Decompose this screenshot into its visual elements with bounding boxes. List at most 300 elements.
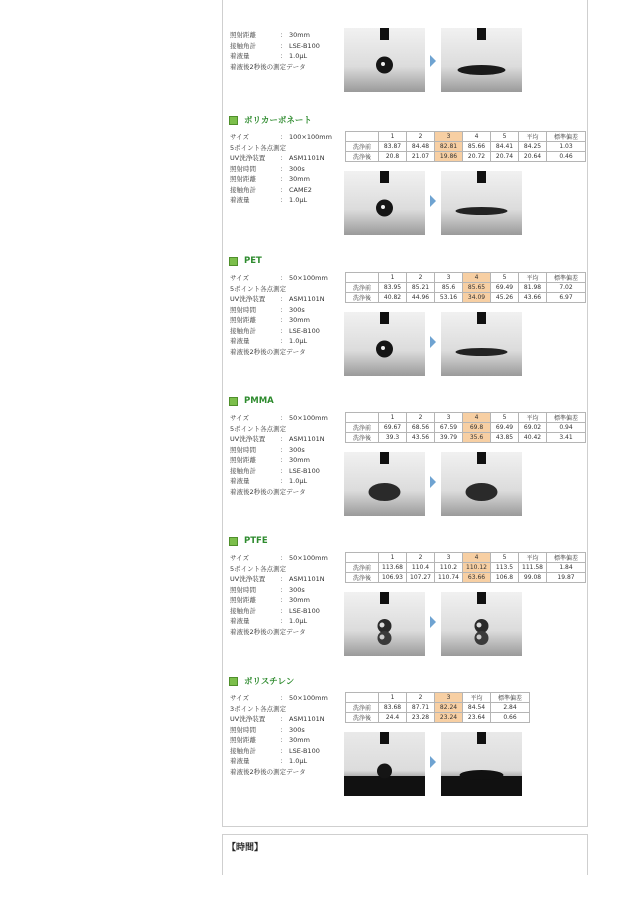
info-value: 1.0μL: [289, 757, 308, 765]
info-key: 5ポイント各点測定: [230, 143, 287, 152]
info-row: [230, 284, 328, 295]
info-key: 接触角計: [230, 746, 256, 755]
info-row: [230, 476, 328, 487]
info-colon: ：: [280, 326, 287, 335]
table-cell: 43.85: [491, 433, 519, 443]
table-cell: 63.66: [463, 573, 491, 583]
info-key: 着液量: [230, 617, 250, 625]
info-row: [230, 767, 328, 778]
table-cell: 84.25: [519, 142, 547, 152]
info-value: 30mm: [289, 316, 310, 324]
table-cell: 67.59: [435, 423, 463, 433]
info-value: LSE-B100: [289, 41, 320, 50]
info-key: 3ポイント各点測定: [230, 704, 287, 713]
info-key: 照射時間: [230, 445, 256, 454]
table-cell: 19.87: [547, 573, 586, 583]
table-cell: 84.54: [463, 703, 491, 713]
table-header-cell: 4: [463, 273, 491, 283]
table-cell: 34.09: [463, 293, 491, 303]
info-value: ASM1101N: [289, 575, 325, 583]
info-colon: ：: [280, 175, 287, 183]
arrow-icon: [430, 476, 436, 488]
info-row: [230, 41, 320, 52]
info-key: 接触角計: [230, 185, 256, 194]
info-key: サイズ: [230, 274, 249, 282]
table-header-cell: 3: [435, 273, 463, 283]
table-cell: 35.6: [463, 433, 491, 443]
info-value: LSE-B100: [289, 466, 320, 475]
info-key: 照射距離: [230, 596, 256, 604]
table-cell: 81.98: [519, 283, 547, 293]
info-key: UV洗浄装置: [230, 435, 266, 443]
table-header-cell: 平均: [519, 273, 547, 283]
table-cell: 82.24: [435, 703, 463, 713]
info-key: サイズ: [230, 554, 249, 562]
arrow-icon: [430, 336, 436, 348]
table-header-cell: 5: [491, 553, 519, 563]
info-row: [230, 30, 320, 41]
table-cell: 85.21: [407, 283, 435, 293]
table-cell: 113.5: [491, 563, 519, 573]
info-colon: ：: [280, 435, 287, 443]
table-header-cell: 平均: [519, 413, 547, 423]
info-colon: ：: [280, 316, 287, 324]
table-row: [346, 293, 586, 303]
info-key: 5ポイント各点測定: [230, 284, 287, 293]
info-colon: ：: [280, 164, 287, 173]
table-row: [346, 573, 586, 583]
table-cell: 19.86: [435, 152, 463, 162]
section-title-text: ポリカーボネート: [244, 116, 312, 126]
table-cell: 23.64: [463, 713, 491, 723]
info-row: [230, 704, 328, 715]
table-cell: 113.68: [379, 563, 407, 573]
info-colon: ：: [280, 606, 287, 615]
droplet-photo: [344, 171, 425, 235]
section-title-text: PET: [244, 256, 262, 266]
table-cell: 洗浄前: [346, 283, 379, 293]
table-header-row: [346, 413, 586, 423]
info-colon: ：: [280, 456, 287, 464]
info-key: 着液後2秒後の測定データ: [230, 487, 306, 496]
info-value: 30mm: [289, 596, 310, 604]
measurement-table: [345, 412, 586, 443]
info-row: [230, 273, 328, 284]
info-value: 30mm: [289, 31, 310, 39]
droplet-photo: [441, 732, 522, 796]
info-row: [230, 553, 328, 564]
measurement-table: [345, 272, 586, 303]
table-header-cell: 1: [379, 553, 407, 563]
table-header-cell: 1: [379, 413, 407, 423]
droplet-photo: [344, 312, 425, 376]
table-header-cell: 3: [435, 132, 463, 142]
info-row: [230, 315, 328, 326]
info-row: [230, 693, 328, 704]
info-key: サイズ: [230, 694, 249, 702]
info-value: 30mm: [289, 736, 310, 744]
info-key: 照射距離: [230, 316, 256, 324]
table-header-cell: 4: [463, 132, 491, 142]
info-row: [230, 466, 328, 477]
table-header-row: [346, 553, 586, 563]
info-row: [230, 305, 328, 316]
info-key: サイズ: [230, 133, 249, 141]
section-title-text: PMMA: [244, 396, 274, 406]
table-header-cell: 5: [491, 413, 519, 423]
info-value: LSE-B100: [289, 746, 320, 755]
table-cell: 1.03: [547, 142, 586, 152]
info-colon: ：: [280, 274, 287, 282]
info-colon: ：: [280, 585, 287, 594]
section-bullet-icon: [229, 397, 238, 406]
table-row: [346, 142, 586, 152]
info-colon: ：: [280, 445, 287, 454]
table-cell: 110.2: [435, 563, 463, 573]
info-key: UV洗浄装置: [230, 295, 266, 303]
arrow-icon: [430, 55, 436, 67]
table-cell: 洗浄後: [346, 573, 379, 583]
info-key: 着液量: [230, 196, 250, 204]
info-row: [230, 164, 332, 175]
table-cell: 83.68: [379, 703, 407, 713]
table-header-cell: 標準偏差: [547, 273, 586, 283]
table-header-cell: 2: [407, 553, 435, 563]
table-header-row: [346, 693, 530, 703]
section-info: [230, 693, 328, 777]
table-cell: 洗浄後: [346, 152, 379, 162]
info-row: [230, 595, 328, 606]
info-value: ASM1101N: [289, 435, 325, 443]
table-header-row: [346, 273, 586, 283]
info-row: [230, 445, 328, 456]
info-key: 照射距離: [230, 175, 256, 183]
table-cell: 85.66: [463, 142, 491, 152]
table-cell: 23.24: [435, 713, 463, 723]
table-header-cell: 1: [379, 132, 407, 142]
info-value: LSE-B100: [289, 606, 320, 615]
section-title-text: ポリスチレン: [244, 677, 295, 687]
info-row: [230, 725, 328, 736]
section-title-text: PTFE: [244, 536, 268, 546]
table-cell: 40.82: [379, 293, 407, 303]
info-value: 300s: [289, 445, 305, 454]
table-cell: 0.94: [547, 423, 586, 433]
table-cell: 洗浄前: [346, 703, 379, 713]
info-value: 1.0μL: [289, 52, 308, 60]
info-colon: ：: [280, 736, 287, 744]
info-value: 50×100mm: [289, 274, 328, 282]
table-cell: 107.27: [407, 573, 435, 583]
info-key: サイズ: [230, 414, 249, 422]
info-value: ASM1101N: [289, 715, 325, 723]
info-colon: ：: [280, 41, 287, 50]
table-header-cell: 2: [407, 693, 435, 703]
table-header-cell: 1: [379, 273, 407, 283]
table-cell: 39.79: [435, 433, 463, 443]
info-row: [230, 616, 328, 627]
info-colon: ：: [280, 185, 287, 194]
info-value: 100×100mm: [289, 133, 332, 141]
time-panel: [222, 834, 588, 875]
info-colon: ：: [280, 154, 287, 162]
info-value: 1.0μL: [289, 617, 308, 625]
table-cell: 洗浄前: [346, 563, 379, 573]
table-cell: 45.26: [491, 293, 519, 303]
section-info: [230, 553, 328, 637]
table-header-cell: 標準偏差: [491, 693, 530, 703]
info-row: [230, 62, 320, 73]
top-info: [230, 30, 320, 72]
info-key: 照射時間: [230, 725, 256, 734]
table-cell: 85.6: [435, 283, 463, 293]
info-key: 接触角計: [230, 466, 256, 475]
table-header-cell: [346, 413, 379, 423]
table-cell: 39.3: [379, 433, 407, 443]
table-header-cell: [346, 553, 379, 563]
info-colon: ：: [280, 715, 287, 723]
table-row: [346, 713, 530, 723]
table-row: [346, 703, 530, 713]
info-value: LSE-B100: [289, 326, 320, 335]
table-cell: 20.72: [463, 152, 491, 162]
info-value: 50×100mm: [289, 414, 328, 422]
table-cell: 99.08: [519, 573, 547, 583]
section-bullet-icon: [229, 257, 238, 266]
table-cell: 84.48: [407, 142, 435, 152]
table-cell: 20.74: [491, 152, 519, 162]
table-cell: 23.28: [407, 713, 435, 723]
info-value: 30mm: [289, 456, 310, 464]
info-key: UV洗浄装置: [230, 575, 266, 583]
info-key: 照射距離: [230, 456, 256, 464]
table-header-cell: 5: [491, 273, 519, 283]
info-key: UV洗浄装置: [230, 715, 266, 723]
info-row: [230, 132, 332, 143]
info-row: [230, 585, 328, 596]
table-header-cell: 平均: [519, 132, 547, 142]
info-row: [230, 735, 328, 746]
droplet-photo: [344, 28, 425, 92]
info-key: 着液量: [230, 477, 250, 485]
table-row: [346, 423, 586, 433]
table-cell: 洗浄後: [346, 293, 379, 303]
info-colon: ：: [280, 414, 287, 422]
section-title: [229, 113, 312, 127]
info-key: 着液量: [230, 52, 250, 60]
table-cell: 53.16: [435, 293, 463, 303]
measurement-table: [345, 692, 530, 723]
table-header-cell: 標準偏差: [547, 132, 586, 142]
section-info: [230, 132, 332, 206]
droplet-photo: [441, 592, 522, 656]
droplet-photo: [441, 452, 522, 516]
info-value: CAME2: [289, 185, 312, 194]
info-row: [230, 714, 328, 725]
table-row: [346, 152, 586, 162]
info-colon: ：: [280, 617, 287, 625]
table-cell: 106.93: [379, 573, 407, 583]
section-bullet-icon: [229, 677, 238, 686]
table-header-cell: 1: [379, 693, 407, 703]
droplet-photo: [344, 592, 425, 656]
table-cell: 106.8: [491, 573, 519, 583]
table-header-cell: 標準偏差: [547, 413, 586, 423]
info-colon: ：: [280, 295, 287, 303]
info-colon: ：: [280, 694, 287, 702]
table-cell: 110.4: [407, 563, 435, 573]
table-cell: 69.49: [491, 283, 519, 293]
info-key: 着液後2秒後の測定データ: [230, 767, 306, 776]
table-row: [346, 563, 586, 573]
table-cell: 3.41: [547, 433, 586, 443]
table-header-cell: 2: [407, 413, 435, 423]
info-key: 照射距離: [230, 31, 256, 39]
table-header-cell: 3: [435, 693, 463, 703]
table-cell: 21.07: [407, 152, 435, 162]
measurement-table: [345, 552, 586, 583]
info-row: [230, 455, 328, 466]
info-colon: ：: [280, 31, 287, 39]
table-cell: 24.4: [379, 713, 407, 723]
section-title: [229, 674, 294, 688]
table-cell: 111.58: [519, 563, 547, 573]
info-colon: ：: [280, 757, 287, 765]
table-cell: 40.42: [519, 433, 547, 443]
info-key: 接触角計: [230, 606, 256, 615]
table-cell: 43.56: [407, 433, 435, 443]
table-header-cell: 4: [463, 553, 491, 563]
info-row: [230, 424, 328, 435]
content-panel: [222, 0, 588, 827]
table-cell: 43.66: [519, 293, 547, 303]
droplet-photo: [441, 171, 522, 235]
section-bullet-icon: [229, 116, 238, 125]
info-row: [230, 746, 328, 757]
table-header-cell: 平均: [519, 553, 547, 563]
info-row: [230, 606, 328, 617]
info-key: 着液後2秒後の測定データ: [230, 347, 306, 356]
info-colon: ：: [280, 477, 287, 485]
table-cell: 洗浄前: [346, 142, 379, 152]
table-header-cell: [346, 693, 379, 703]
info-colon: ：: [280, 575, 287, 583]
info-row: [230, 627, 328, 638]
info-key: 5ポイント各点測定: [230, 564, 287, 573]
info-key: 照射時間: [230, 164, 256, 173]
table-header-cell: 5: [491, 132, 519, 142]
info-value: 300s: [289, 164, 305, 173]
arrow-icon: [430, 756, 436, 768]
table-header-cell: 2: [407, 273, 435, 283]
info-colon: ：: [280, 133, 287, 141]
table-cell: 110.74: [435, 573, 463, 583]
info-row: [230, 153, 332, 164]
info-colon: ：: [280, 52, 287, 60]
info-row: [230, 434, 328, 445]
table-header-cell: [346, 132, 379, 142]
table-cell: 2.84: [491, 703, 530, 713]
table-header-cell: 平均: [463, 693, 491, 703]
measurement-table: [345, 131, 586, 162]
info-key: 接触角計: [230, 326, 256, 335]
table-cell: 69.67: [379, 423, 407, 433]
table-header-cell: 2: [407, 132, 435, 142]
info-colon: ：: [280, 196, 287, 204]
info-value: 1.0μL: [289, 337, 308, 345]
info-key: 着液後2秒後の測定データ: [230, 62, 306, 71]
info-key: 着液後2秒後の測定データ: [230, 627, 306, 636]
section-info: [230, 413, 328, 497]
table-cell: 6.97: [547, 293, 586, 303]
info-row: [230, 574, 328, 585]
info-value: ASM1101N: [289, 295, 325, 303]
info-value: 300s: [289, 305, 305, 314]
table-header-cell: [346, 273, 379, 283]
arrow-icon: [430, 616, 436, 628]
info-row: [230, 195, 332, 206]
info-key: 照射距離: [230, 736, 256, 744]
table-cell: 69.49: [491, 423, 519, 433]
table-cell: 7.02: [547, 283, 586, 293]
info-row: [230, 347, 328, 358]
section-title: [229, 254, 262, 268]
info-key: 5ポイント各点測定: [230, 424, 287, 433]
table-cell: 洗浄後: [346, 713, 379, 723]
info-row: [230, 487, 328, 498]
info-colon: ：: [280, 466, 287, 475]
table-cell: 20.8: [379, 152, 407, 162]
table-cell: 69.8: [463, 423, 491, 433]
info-colon: ：: [280, 305, 287, 314]
table-cell: 20.64: [519, 152, 547, 162]
table-row: [346, 433, 586, 443]
info-key: 着液量: [230, 757, 250, 765]
table-cell: 洗浄前: [346, 423, 379, 433]
info-row: [230, 413, 328, 424]
table-cell: 83.87: [379, 142, 407, 152]
table-cell: 110.12: [463, 563, 491, 573]
table-cell: 87.71: [407, 703, 435, 713]
table-cell: 0.46: [547, 152, 586, 162]
info-row: [230, 185, 332, 196]
table-cell: 44.96: [407, 293, 435, 303]
info-colon: ：: [280, 554, 287, 562]
info-colon: ：: [280, 725, 287, 734]
table-header-cell: 3: [435, 553, 463, 563]
info-row: [230, 294, 328, 305]
section-bullet-icon: [229, 537, 238, 546]
section-title: [229, 534, 268, 548]
table-cell: 84.41: [491, 142, 519, 152]
info-row: [230, 51, 320, 62]
droplet-photo: [344, 732, 425, 796]
table-cell: 83.95: [379, 283, 407, 293]
info-value: 300s: [289, 725, 305, 734]
info-value: 50×100mm: [289, 694, 328, 702]
table-cell: 68.56: [407, 423, 435, 433]
droplet-photo: [441, 312, 522, 376]
section-title: [229, 394, 274, 408]
info-colon: ：: [280, 337, 287, 345]
info-value: 300s: [289, 585, 305, 594]
time-title: 【時間】: [227, 843, 264, 853]
arrow-icon: [430, 195, 436, 207]
table-cell: 85.65: [463, 283, 491, 293]
info-key: 照射時間: [230, 585, 256, 594]
table-row: [346, 283, 586, 293]
table-header-row: [346, 132, 586, 142]
